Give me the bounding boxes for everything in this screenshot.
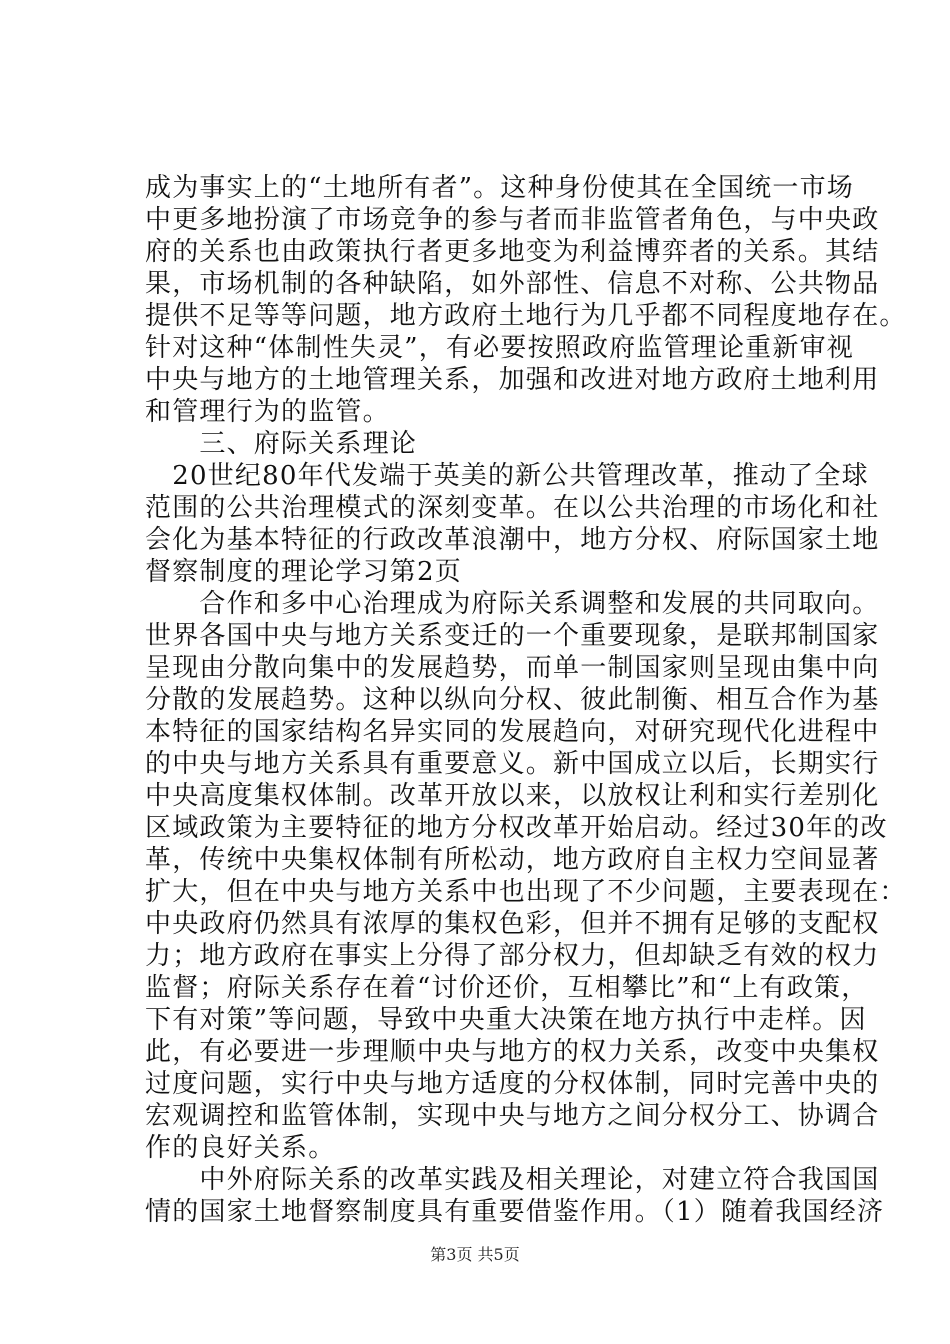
text-line: 督察制度的理论学习第2页: [145, 557, 462, 587]
text-line: 作的良好关系。: [145, 1133, 336, 1163]
text-line: 中更多地扮演了市场竞争的参与者而非监管者角色，与中央政: [145, 205, 880, 235]
text-line: 世界各国中央与地方关系变迁的一个重要现象，是联邦制国家: [145, 621, 880, 651]
text-line: 扩大，但在中央与地方关系中也出现了不少问题，主要表现在：: [145, 877, 907, 907]
text-line: 会化为基本特征的行政改革浪潮中，地方分权、府际国家土地: [145, 525, 880, 555]
text-line: 力；地方政府在事实上分得了部分权力，但却缺乏有效的权力: [145, 941, 880, 971]
text-line: 中央高度集权体制。改革开放以来，以放权让利和实行差别化: [145, 781, 880, 811]
text-line: 情的国家土地督察制度具有重要借鉴作用。（1）随着我国经济: [145, 1197, 885, 1227]
text-line: 过度问题，实行中央与地方适度的分权体制，同时完善中央的: [145, 1069, 880, 1099]
text-line: 革，传统中央集权体制有所松动，地方政府自主权力空间显著: [145, 845, 880, 875]
text-line: 分散的发展趋势。这种以纵向分权、彼此制衡、相互合作为基: [145, 685, 880, 715]
text-line: 区域政策为主要特征的地方分权改革开始启动。经过30年的改: [145, 813, 888, 843]
text-line: 宏观调控和监管体制，实现中央与地方之间分权分工、协调合: [145, 1101, 880, 1131]
text-line: 20世纪80年代发端于英美的新公共管理改革，推动了全球: [145, 461, 869, 491]
text-line: 的中央与地方关系具有重要意义。新中国成立以后，长期实行: [145, 749, 880, 779]
text-line: 针对这种“体制性失灵”，有必要按照政府监管理论重新审视: [145, 333, 854, 363]
text-line: 下有对策”等问题，导致中央重大决策在地方执行中走样。因: [145, 1005, 867, 1035]
text-line: 监督；府际关系存在着“讨价还价，互相攀比”和“上有政策，: [145, 973, 869, 1003]
text-line: 此，有必要进一步理顺中央与地方的权力关系，改变中央集权: [145, 1037, 880, 1067]
section-heading: 三、府际关系理论: [145, 429, 418, 459]
text-line: 府的关系也由政策执行者更多地变为利益博弈者的关系。其结: [145, 237, 880, 267]
text-line: 合作和多中心治理成为府际关系调整和发展的共同取向。: [145, 589, 880, 619]
text-line: 本特征的国家结构名异实同的发展趋向，对研究现代化进程中: [145, 717, 880, 747]
text-line: 中央与地方的土地管理关系，加强和改进对地方政府土地利用: [145, 365, 880, 395]
text-line: 果，市场机制的各种缺陷，如外部性、信息不对称、公共物品: [145, 269, 880, 299]
text-line: 范围的公共治理模式的深刻变革。在以公共治理的市场化和社: [145, 493, 880, 523]
text-line: 提供不足等等问题，地方政府土地行为几乎都不同程度地存在。: [145, 301, 907, 331]
text-line: 呈现由分散向集中的发展趋势，而单一制国家则呈现由集中向: [145, 653, 880, 683]
page-footer: 第3页 共5页: [430, 1245, 520, 1264]
text-line: 成为事实上的“土地所有者”。这种身份使其在全国统一市场: [145, 173, 854, 203]
text-line: 中央政府仍然具有浓厚的集权色彩，但并不拥有足够的支配权: [145, 909, 880, 939]
text-line: 中外府际关系的改革实践及相关理论，对建立符合我国国: [145, 1165, 880, 1195]
text-line: 和管理行为的监管。: [145, 397, 390, 427]
